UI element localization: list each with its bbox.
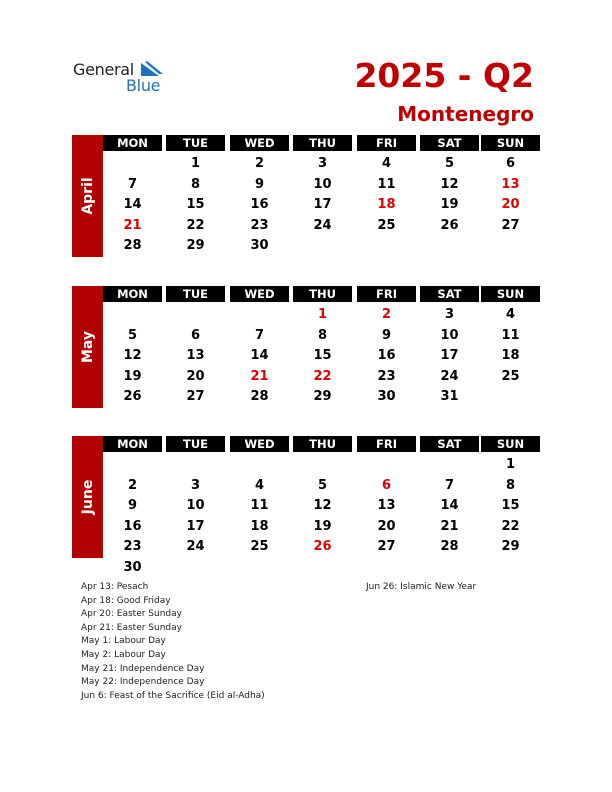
day-cell: 27 [186, 389, 205, 404]
weekday-header-sun: SUN [481, 436, 540, 452]
day-cell: 13 [186, 348, 205, 363]
day-cell: 9 [127, 498, 138, 513]
weekday-header-thu: THU [293, 286, 352, 302]
week-row [103, 176, 540, 193]
weekday-header-sat: SAT [420, 436, 479, 452]
logo-triangle-icon [141, 61, 163, 77]
day-cell: 25 [250, 539, 269, 554]
day-cell: 1 [190, 156, 201, 171]
holiday-entry: Jun 6: Feast of the Sacrifice (Eid al-Adha) [81, 690, 265, 701]
month-tab [72, 436, 103, 558]
day-cell: 19 [313, 518, 332, 534]
day-cell: 13 [377, 498, 396, 513]
holiday-entry: Apr 21: Easter Sunday [81, 622, 182, 633]
day-cell: 12 [440, 176, 459, 192]
day-cell: 18 [250, 518, 269, 534]
day-cell: 30 [250, 238, 269, 253]
week-row [103, 327, 540, 344]
day-cell: 7 [254, 327, 265, 343]
weekday-header-fri: FRI [357, 135, 416, 151]
week-row [103, 155, 540, 172]
week-row [103, 217, 540, 234]
day-cell: 28 [123, 238, 142, 253]
day-cell: 20 [186, 368, 205, 384]
week-row [103, 518, 540, 535]
day-cell: 6 [190, 327, 201, 343]
day-cell: 14 [123, 197, 142, 212]
day-cell: 25 [377, 217, 396, 233]
day-cell: 29 [186, 238, 205, 253]
holiday-entry: May 21: Independence Day [81, 663, 205, 674]
day-cell: 12 [123, 348, 142, 363]
week-row [103, 538, 540, 555]
day-cell: 16 [123, 518, 142, 534]
day-cell: 30 [123, 559, 142, 575]
month-block-june [72, 436, 540, 575]
weekday-header-fri: FRI [357, 436, 416, 452]
day-cell: 4 [381, 156, 392, 171]
week-row [103, 306, 540, 323]
day-cell: 2 [254, 156, 265, 171]
day-cell: 21 [440, 518, 459, 534]
day-cell: 16 [250, 197, 269, 212]
day-cell: 14 [440, 498, 459, 513]
weekday-header-thu: THU [293, 135, 352, 151]
day-cell: 26 [440, 217, 459, 233]
holiday-day-cell: 21 [250, 368, 269, 384]
day-cell: 3 [190, 477, 201, 493]
day-cell: 7 [127, 176, 138, 192]
holiday-day-cell: 18 [377, 197, 396, 212]
weekday-header-wed: WED [230, 286, 289, 302]
day-cell: 24 [186, 539, 205, 554]
day-cell: 10 [313, 176, 332, 192]
day-cell: 7 [444, 477, 455, 493]
weekday-header-fri: FRI [357, 286, 416, 302]
week-row [103, 388, 540, 405]
holiday-entry: Apr 20: Easter Sunday [81, 609, 182, 620]
day-cell: 8 [317, 327, 328, 343]
week-row [103, 497, 540, 514]
day-cell: 16 [377, 348, 396, 363]
day-cell: 11 [377, 176, 396, 192]
day-cell: 29 [313, 389, 332, 404]
day-cell: 28 [250, 389, 269, 404]
day-cell: 11 [501, 327, 520, 343]
generalblue-logo [73, 60, 173, 96]
week-row [103, 347, 540, 364]
month-tab [72, 135, 103, 257]
day-cell: 30 [377, 389, 396, 404]
day-cell: 9 [254, 176, 265, 192]
day-cell: 15 [186, 197, 205, 212]
day-cell: 12 [313, 498, 332, 513]
day-cell: 14 [250, 348, 269, 363]
holiday-day-cell: 22 [313, 368, 332, 384]
day-cell: 4 [254, 477, 265, 493]
day-cell: 6 [505, 156, 516, 171]
day-cell: 1 [505, 457, 516, 472]
weekday-header-row [103, 436, 540, 452]
holiday-day-cell: 13 [501, 176, 520, 192]
holiday-entry: May 1: Labour Day [81, 636, 166, 647]
weekday-header-sun: SUN [481, 135, 540, 151]
logo-general-text: General [73, 60, 134, 79]
day-cell: 22 [501, 518, 520, 534]
month-block-april [72, 135, 540, 257]
day-cell: 22 [186, 217, 205, 233]
day-cell: 2 [127, 477, 138, 493]
week-row [103, 477, 540, 494]
holiday-entry: May 22: Independence Day [81, 677, 205, 688]
day-cell: 20 [377, 518, 396, 534]
weekday-header-mon: MON [103, 135, 162, 151]
day-cell: 27 [501, 217, 520, 233]
weekday-header-sat: SAT [420, 135, 479, 151]
holiday-day-cell: 6 [381, 477, 392, 493]
day-cell: 8 [505, 477, 516, 493]
weekday-header-row [103, 135, 540, 151]
day-cell: 9 [381, 327, 392, 343]
month-name-label: May [79, 330, 96, 364]
weekday-header-tue: TUE [166, 135, 225, 151]
day-cell: 5 [127, 327, 138, 343]
day-cell: 29 [501, 539, 520, 554]
holiday-day-cell: 1 [317, 307, 328, 322]
day-cell: 8 [190, 176, 201, 192]
holiday-day-cell: 26 [313, 539, 332, 554]
day-cell: 17 [440, 348, 459, 363]
day-cell: 10 [440, 327, 459, 343]
day-cell: 19 [123, 368, 142, 384]
holiday-day-cell: 20 [501, 197, 520, 212]
page-title: 2025 - Q2 [354, 56, 534, 95]
day-cell: 28 [440, 539, 459, 554]
holiday-list-left [81, 581, 265, 703]
holiday-day-cell: 21 [123, 217, 142, 233]
weekday-header-sun: SUN [481, 286, 540, 302]
day-cell: 26 [123, 389, 142, 404]
weekday-header-tue: TUE [166, 436, 225, 452]
day-cell: 23 [377, 368, 396, 384]
day-cell: 5 [317, 477, 328, 493]
day-cell: 3 [444, 307, 455, 322]
day-cell: 10 [186, 498, 205, 513]
holiday-entry: Apr 13: Pesach [81, 582, 149, 592]
week-row [103, 559, 540, 576]
day-cell: 24 [313, 217, 332, 233]
month-block-may [72, 286, 540, 408]
day-cell: 11 [250, 498, 269, 513]
weekday-header-sat: SAT [420, 286, 479, 302]
week-row [103, 196, 540, 213]
day-cell: 27 [377, 539, 396, 554]
month-tab [72, 286, 103, 408]
weekday-header-wed: WED [230, 135, 289, 151]
day-cell: 17 [186, 518, 205, 534]
day-cell: 15 [501, 498, 520, 513]
day-cell: 23 [123, 539, 142, 554]
country-name: Montenegro [397, 102, 534, 126]
week-row [103, 368, 540, 385]
holiday-entry: Apr 18: Good Friday [81, 595, 171, 606]
holiday-list-right [366, 581, 476, 595]
day-cell: 19 [440, 197, 459, 212]
day-cell: 24 [440, 368, 459, 384]
weekday-header-mon: MON [103, 436, 162, 452]
day-cell: 31 [440, 389, 459, 404]
weekday-header-wed: WED [230, 436, 289, 452]
weekday-header-thu: THU [293, 436, 352, 452]
weekday-header-row [103, 286, 540, 302]
day-cell: 18 [501, 348, 520, 363]
day-cell: 17 [313, 197, 332, 212]
weekday-header-tue: TUE [166, 286, 225, 302]
day-cell: 15 [313, 348, 332, 363]
day-cell: 5 [444, 156, 455, 171]
month-name-label: June [79, 479, 96, 515]
logo-blue-text: Blue [126, 76, 161, 95]
day-cell: 25 [501, 368, 520, 384]
holiday-day-cell: 2 [381, 307, 392, 322]
month-name-label: April [79, 177, 96, 215]
week-row [103, 237, 540, 254]
week-row [103, 456, 540, 473]
day-cell: 4 [505, 307, 516, 322]
holiday-entry: May 2: Labour Day [81, 649, 166, 660]
day-cell: 23 [250, 217, 269, 233]
day-cell: 3 [317, 156, 328, 171]
weekday-header-mon: MON [103, 286, 162, 302]
holiday-entry: Jun 26: Islamic New Year [366, 582, 477, 592]
